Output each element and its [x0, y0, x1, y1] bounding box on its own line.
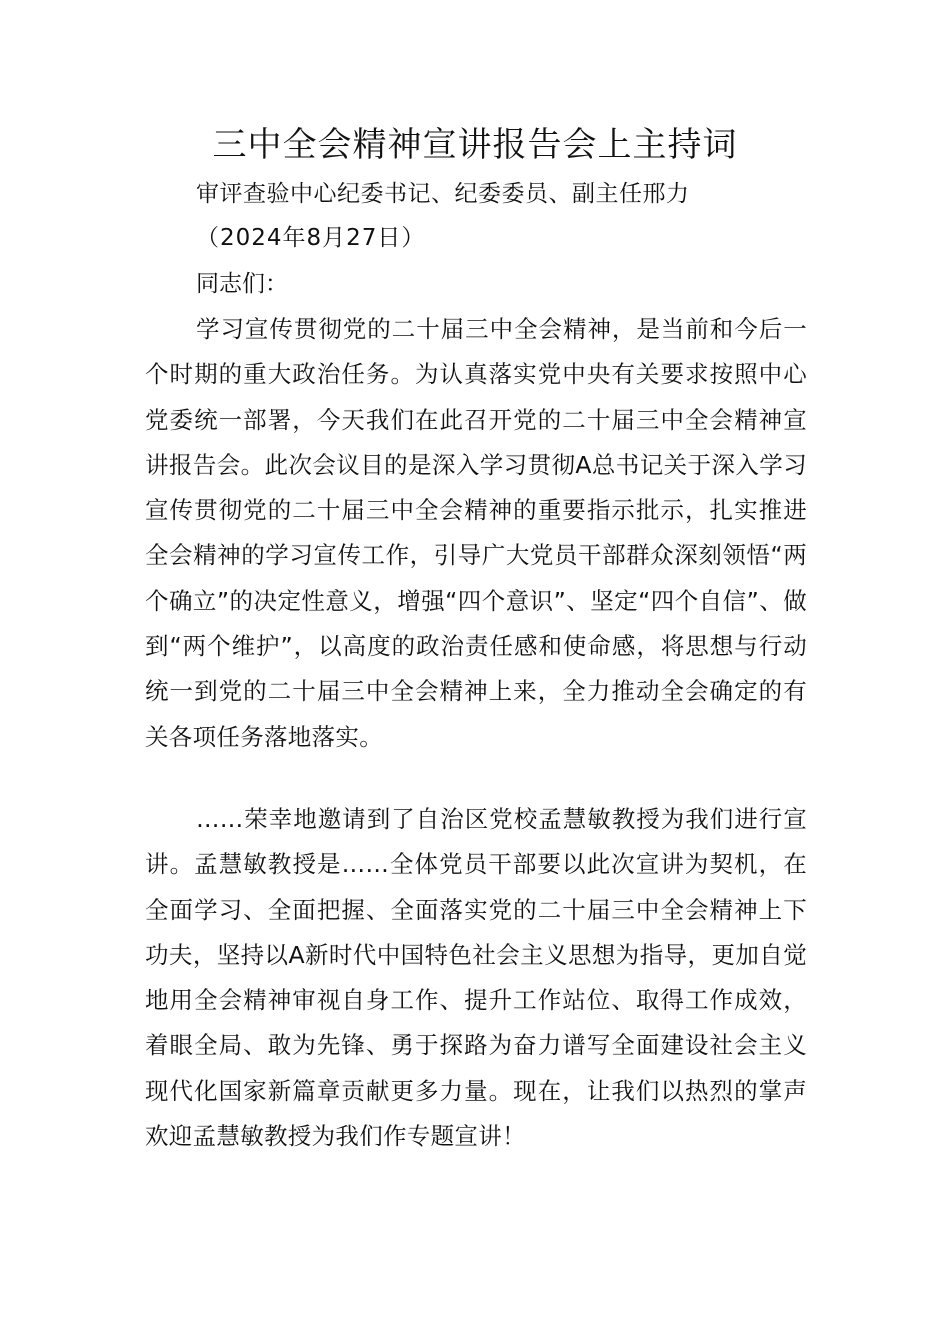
salutation: 同志们： [196, 271, 288, 297]
body-paragraph-2: ……荣幸地邀请到了自治区党校孟慧敏教授为我们进行宣讲。孟慧敏教授是……全体党员干部要以此次宣讲为契机，在全面学习、全面把握、全面落实党的二十届三中全会精神上下功夫，坚持以A新时代中国特色社会主义思想为指导，更加自觉地用全会精神审视自身工作、提升工作站位、取得工作成效，着眼全局、敢为先锋、勇于探路为奋力谱写全面建设社会主义现代化国家新篇章贡献更多力量。现在，让我们以热烈的掌声欢迎孟慧敏教授为我们作专题宣讲！ [145, 805, 807, 1151]
document-title: 三中全会精神宣讲报告会上主持词 [212, 125, 738, 165]
speaker-byline: 审评查验中心纪委书记、纪委委员、副主任邢力 [196, 181, 690, 207]
speech-date: （2024年8月27日） [196, 225, 426, 251]
body-paragraph-1: 学习宣传贯彻党的二十届三中全会精神，是当前和今后一个时期的重大政治任务。为认真落实党中央有关要求按照中心党委统一部署，今天我们在此召开党的二十届三中全会精神宣讲报告会。此次会议目的是深入学习贯彻A总书记关于深入学习宣传贯彻党的二十届三中全会精神的重要指示批示，扎实推进全会精神的学习宣传工作，引导广大党员干部群众深刻领悟“两个确立”的决定性意义，增强“四个意识”、坚定“四个自信”、做到“两个维护”，以高度的政治责任感和使命感，将思想与行动统一到党的二十届三中全会精神上来，全力推动全会确定的有关各项任务落地落实。 [145, 315, 807, 751]
